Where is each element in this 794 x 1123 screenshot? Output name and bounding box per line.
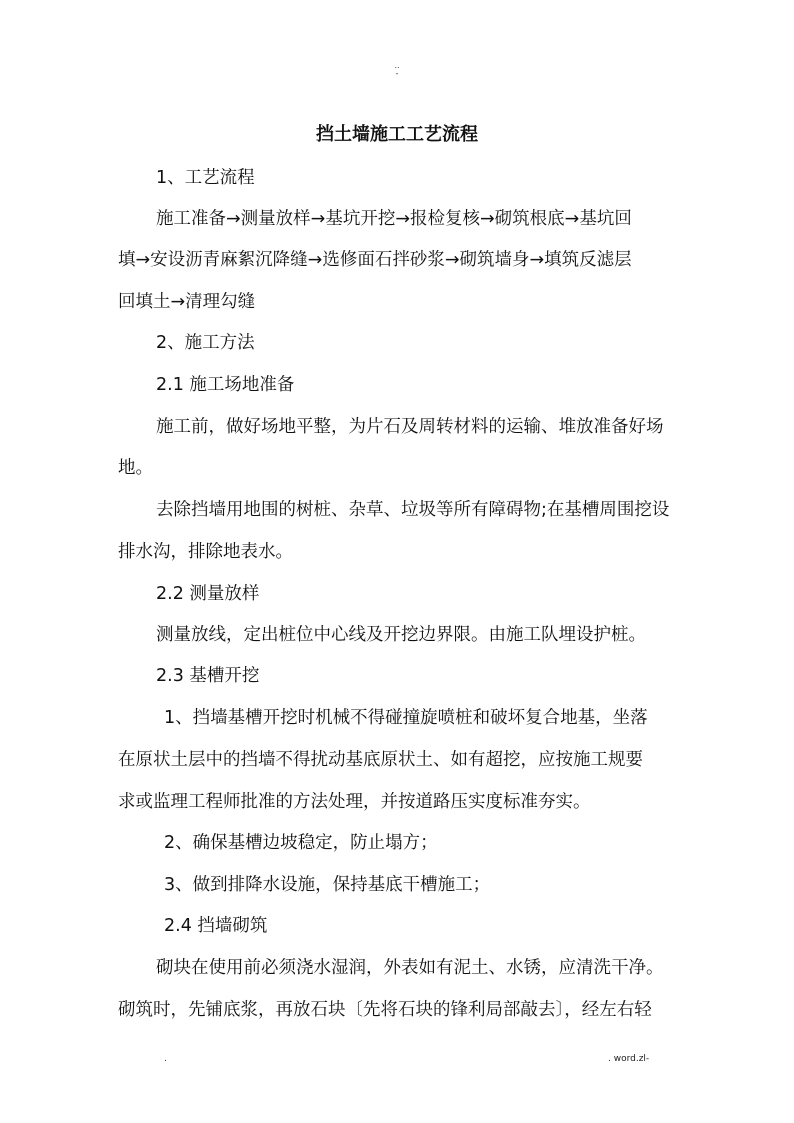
list-item: 3、做到排降水设施，保持基底干槽施工； — [164, 875, 491, 895]
document-title: 挡土墙施工工艺流程 — [316, 124, 478, 145]
paragraph-line: 去除挡墙用地围的树桩、杂草、垃圾等所有障碍物;在基槽周围挖设 — [156, 500, 670, 520]
paragraph-line: 施工前，做好场地平整，为片石及周转材料的运输、堆放准备好场 — [156, 417, 664, 437]
footer-left-mark: . — [164, 1054, 167, 1064]
paragraph-line: 测量放线，定出桩位中心线及开挖边界限。由施工队埋设护桩。 — [156, 625, 646, 645]
paragraph-line: 填→安设沥青麻絮沉降缝→选修面石拌砂浆→砌筑墙身→填筑反滤层 — [118, 250, 632, 270]
section-heading: 1、工艺流程 — [156, 168, 255, 188]
paragraph-line: 地。 — [118, 458, 153, 478]
header-mark-bottom: - — [395, 69, 399, 78]
footer-text: . word.zl- — [608, 1054, 650, 1064]
list-item: 1、挡墙基槽开挖时机械不得碰撞旋喷桩和破坏复合地基，坐落 — [164, 708, 648, 728]
paragraph-line: 求或监理工程师批准的方法处理，并按道路压实度标准夯实。 — [118, 792, 591, 812]
header-mark-top: .. — [394, 61, 400, 70]
paragraph-line: 排水沟，排除地表水。 — [118, 542, 293, 562]
subsection-heading: 2.1 施工场地准备 — [156, 375, 295, 395]
paragraph-line: 砌块在使用前必须浇水湿润，外表如有泥土、水锈，应清洗干净。 — [156, 958, 664, 978]
list-item: 2、确保基槽边坡稳定，防止塌方； — [164, 833, 438, 853]
subsection-heading: 2.3 基槽开挖 — [156, 666, 260, 686]
paragraph-line: 在原状土层中的挡墙不得扰动基底原状土、如有超挖，应按施工规要 — [118, 750, 643, 770]
subsection-heading: 2.2 测量放样 — [156, 584, 260, 604]
paragraph-line: 施工准备→测量放样→基坑开挖→报检复核→砌筑根底→基坑回 — [156, 209, 632, 229]
subsection-heading: 2.4 挡墙砌筑 — [164, 916, 268, 936]
paragraph-line: 砌筑时，先铺底浆，再放石块〔先将石块的锋利局部敲去〕，经左右轻 — [118, 1000, 652, 1020]
section-heading: 2、施工方法 — [156, 333, 255, 353]
paragraph-line: 回填土→清理勾缝 — [118, 292, 256, 312]
